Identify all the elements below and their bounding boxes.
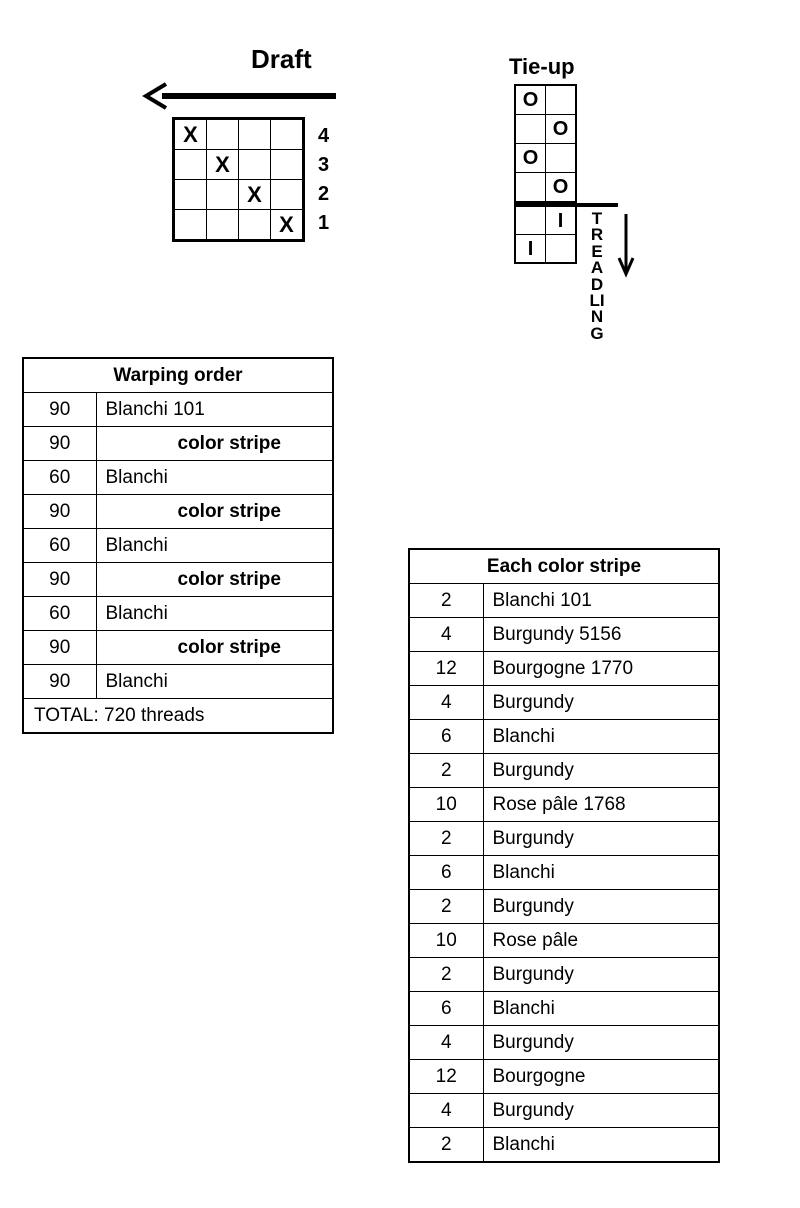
thread-count: 2 — [409, 584, 483, 618]
draft-cell — [207, 119, 239, 150]
tieup-grid — [514, 84, 577, 203]
table-row — [23, 427, 333, 461]
thread-color: Burgundy — [483, 890, 719, 924]
table-row — [409, 584, 719, 618]
tieup-cell: O — [515, 144, 546, 173]
draft-cell: X — [239, 180, 271, 210]
shaft-number: 2 — [318, 183, 330, 205]
tieup-cell — [515, 173, 546, 203]
thread-color: Bourgogne 1770 — [483, 652, 719, 686]
table-row — [23, 393, 333, 427]
thread-count: 90 — [23, 495, 96, 529]
thread-count: 90 — [23, 563, 96, 597]
thread-count: 2 — [409, 958, 483, 992]
thread-color: Blanchi — [96, 529, 333, 563]
draft-cell — [239, 150, 271, 180]
thread-count: 60 — [23, 529, 96, 563]
down-arrow-icon — [616, 214, 636, 278]
table-row — [409, 958, 719, 992]
tieup-cell: O — [546, 173, 577, 203]
table-row — [23, 461, 333, 495]
draft-cell — [271, 119, 304, 150]
table-row — [23, 563, 333, 597]
table-row — [409, 822, 719, 856]
draft-cell — [239, 119, 271, 150]
thread-count: 60 — [23, 461, 96, 495]
tieup-row — [515, 144, 576, 173]
thread-count: 10 — [409, 924, 483, 958]
table-row — [23, 529, 333, 563]
tieup-row — [515, 173, 576, 203]
thread-color: Burgundy 5156 — [483, 618, 719, 652]
thread-count: 10 — [409, 788, 483, 822]
thread-color: Blanchi — [96, 461, 333, 495]
treadling-label: TREADLING — [589, 209, 605, 343]
thread-count: 12 — [409, 1060, 483, 1094]
color-stripe-title: Each color stripe — [409, 549, 719, 584]
draft-cell: X — [174, 119, 207, 150]
treadling-row — [515, 206, 576, 235]
table-row — [409, 924, 719, 958]
table-row — [409, 1094, 719, 1128]
draft-row — [174, 180, 304, 210]
thread-count: 2 — [409, 822, 483, 856]
table-row — [409, 890, 719, 924]
tieup-row — [515, 85, 576, 115]
tieup-cell — [546, 144, 577, 173]
thread-color: Bourgogne — [483, 1060, 719, 1094]
tieup-divider — [514, 203, 618, 207]
thread-count: 2 — [409, 890, 483, 924]
thread-count: 2 — [409, 1128, 483, 1163]
treadling-cell: I — [515, 235, 546, 264]
table-row — [409, 1128, 719, 1163]
thread-color: Blanchi — [96, 597, 333, 631]
draft-cell — [239, 210, 271, 241]
treadling-row — [515, 235, 576, 264]
thread-color: Blanchi 101 — [483, 584, 719, 618]
thread-color: Blanchi — [96, 665, 333, 699]
thread-count: 90 — [23, 665, 96, 699]
tieup-cell: O — [515, 85, 546, 115]
thread-color: Burgundy — [483, 754, 719, 788]
thread-color: Blanchi — [483, 1128, 719, 1163]
draft-cell — [207, 180, 239, 210]
draft-cell — [174, 150, 207, 180]
thread-count: 4 — [409, 1026, 483, 1060]
thread-count: 4 — [409, 618, 483, 652]
table-row — [409, 992, 719, 1026]
tieup-title: Tie-up — [509, 54, 575, 79]
thread-color: color stripe — [96, 495, 333, 529]
thread-color: Blanchi — [483, 720, 719, 754]
table-row — [409, 856, 719, 890]
table-row — [23, 495, 333, 529]
tieup-row — [515, 115, 576, 144]
thread-count: 6 — [409, 856, 483, 890]
tieup-cell: O — [546, 115, 577, 144]
shaft-number: 4 — [318, 125, 330, 147]
thread-color: color stripe — [96, 427, 333, 461]
draft-cell — [271, 180, 304, 210]
tieup-cell — [515, 115, 546, 144]
thread-color: color stripe — [96, 563, 333, 597]
treadling-cell — [546, 235, 577, 264]
shaft-number: 1 — [318, 212, 330, 234]
table-row — [409, 754, 719, 788]
thread-count: 4 — [409, 686, 483, 720]
thread-color: Burgundy — [483, 1026, 719, 1060]
table-row — [409, 1026, 719, 1060]
table-row — [409, 618, 719, 652]
draft-cell — [174, 210, 207, 241]
thread-color: Burgundy — [483, 822, 719, 856]
thread-color: Blanchi — [483, 856, 719, 890]
thread-count: 12 — [409, 652, 483, 686]
thread-count: 90 — [23, 631, 96, 665]
draft-row — [174, 119, 304, 150]
draft-row — [174, 210, 304, 241]
left-arrow-icon — [140, 82, 340, 110]
table-row — [409, 1060, 719, 1094]
thread-count: 2 — [409, 754, 483, 788]
table-row — [409, 788, 719, 822]
draft-cell: X — [207, 150, 239, 180]
thread-color: Rose pâle 1768 — [483, 788, 719, 822]
thread-count: 6 — [409, 992, 483, 1026]
table-row — [23, 597, 333, 631]
warping-order-table — [22, 357, 334, 734]
thread-color: Burgundy — [483, 958, 719, 992]
treadling-grid — [514, 205, 577, 264]
draft-row — [174, 150, 304, 180]
treadling-cell: I — [546, 206, 577, 235]
tieup-cell — [546, 85, 577, 115]
draft-grid — [172, 117, 305, 242]
draft-title: Draft — [251, 44, 312, 74]
draft-cell — [207, 210, 239, 241]
draft-cell: X — [271, 210, 304, 241]
draft-cell — [174, 180, 207, 210]
thread-count: 90 — [23, 393, 96, 427]
warping-order-title: Warping order — [23, 358, 333, 393]
thread-color: Rose pâle — [483, 924, 719, 958]
thread-color: Burgundy — [483, 686, 719, 720]
table-row — [23, 631, 333, 665]
thread-count: 4 — [409, 1094, 483, 1128]
thread-color: Blanchi — [483, 992, 719, 1026]
thread-color: color stripe — [96, 631, 333, 665]
shaft-number: 3 — [318, 154, 330, 176]
table-row — [23, 665, 333, 699]
table-row — [409, 720, 719, 754]
thread-count: 60 — [23, 597, 96, 631]
thread-count: 6 — [409, 720, 483, 754]
thread-color: Burgundy — [483, 1094, 719, 1128]
color-stripe-table — [408, 548, 720, 1163]
draft-cell — [271, 150, 304, 180]
table-row — [409, 686, 719, 720]
thread-count: 90 — [23, 427, 96, 461]
table-row — [409, 652, 719, 686]
treadling-cell — [515, 206, 546, 235]
warping-total: TOTAL: 720 threads — [23, 699, 333, 734]
thread-color: Blanchi 101 — [96, 393, 333, 427]
